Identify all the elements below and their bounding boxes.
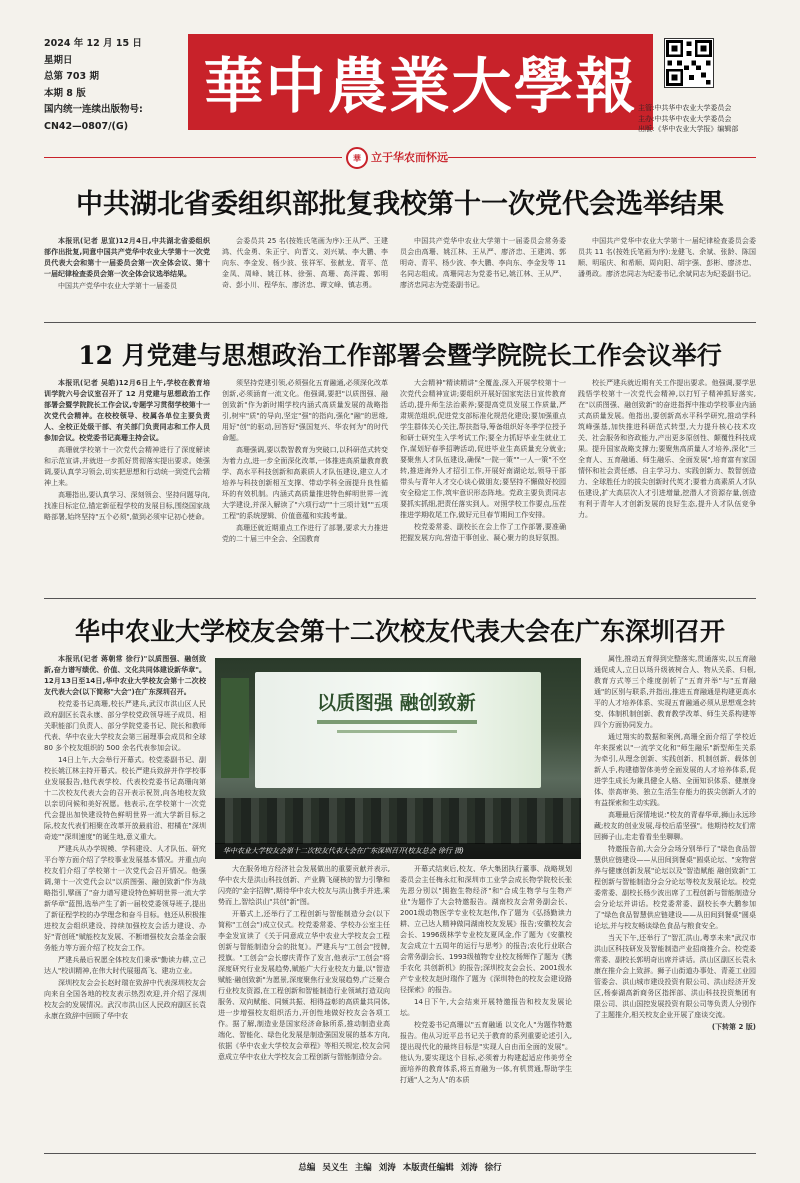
paragraph: 须坚持党建引领,必须强化五育融通,必须深化改革创新,必须涵育一流文化。他强调,要把"以质图强、融创致新"作为新时期学校内涵式高质量发展的战略指引,树牢"质"的导向,坚定"强"的指向,强化"融"的思维,用好"创"的驱动,回答好"强国复兴、华农何为"的时代命题。 [222,379,388,442]
article1-col3 [400,236,566,316]
paragraph: 校党委书记高珊,校长严建兵,武汉市洪山区人民政府副区长袁永康、部分学校党政领导班子成员、相关职能部门负责人、部分学院党委书记、院长和教师代表、华中农业大学校友会第三届理事会成员和全球 80 多个校友组织的 500 余名代表参加会议。 [44,700,206,752]
paragraph: 深圳校友会会长赵时瑞在致辞中代表深圳校友会向来自全国各地的校友表示热烈欢迎,并介绍了深圳校友会的发展情况。武汉市洪山区人民政府副区长袁永康在致辞中回顾了华中农 [44,979,206,1020]
section-divider [44,322,756,323]
article3-col2 [218,864,390,1150]
paragraph: 高珊还就近期重点工作进行了部署,要求大力推进党的二十届三中全会、全国教育 [222,524,388,543]
university-seal-icon: 華 [346,147,368,169]
masthead-rule-right [448,157,756,158]
stage-side-screen [221,678,249,778]
article1-col1 [44,236,210,316]
paragraph: 本报讯(记者 吴皓)12月6日上午,学校在教育培训学院六号会议室召开了 12 月党建与思想政治工作部署会暨学院院长工作会议,专题学习贯彻学校第十一次党代会精神。在校校领导、校属各单位主要负责人、全校正处级干部、有关部门负责同志和工作人员参加会议。校党委书记高珊主持会议。 [44,379,210,442]
paragraph: 开幕式上,还举行了工程创新与智能制造分会(以下简称"工创会")成立仪式。校党委常委、学校办公室主任李金发宣读了《关于同意成立华中农业大学校友会工程创新与智能制造分会的批复》。严建兵与"工创会"授牌,授旗。"工创会"会长廖庆青作了发言,他表示"工创会"将深度研究行业发展趋势,赋能广大行业校友力量,以"智造赋能·融创致新"为愿景,深度聚焦行业发展趋势,广泛聚合行业校友资源,在工程创新和智能制造行业领域打造双向服务、双向赋能、同频共振、相得益彰的高质量共同体,进一步增强校友组织活力,开创性地做好校友会各项工作。据了解,制造业是国家经济命脉所系,推动制造业高端化、智能化、绿色化发展是制造强国发展的基本方向,依据《华中农业大学校友会章程》等相关规定,校友会同意成立华中农业大学校友会工程创新与智能制造分会。 [218,910,390,1061]
backdrop-line [337,730,457,733]
paragraph: 高珊指出,要认真学习、深刻领会、坚持问题导向,找准目标定位,锚定新征程学校的发展目标,围绕国家战略部署,始终坚持"五个必须",做到必须牢记初心使命。 [44,491,210,521]
issue-total: 总第 703 期 [44,71,99,82]
paragraph: 高珊最后深情地说:"校友的青春华章,狮山永远珍藏;校友的创业发展,母校后盾坚强"。他期待校友们常回狮子山,走走看看坐坐聊聊。 [594,811,756,841]
cn-label: 国内统一连续出版物号: [44,104,143,115]
paragraph: 开幕式结束后,校友、华大集团执行董事、战略规划委员会主任梅永红和深圳市工业学会成长物学院校长张先恩分别以"拥抱生物经济"和"合成生物学与生物产业"为题作了大会特邀报告。湖南校友会常务副会长、2001级动物医学专业校友赵伟,作了题为《弘扬勤读力耕、立己达人精神做同湖南校友发展》报告;安徽校友会会长、1996级林学专业校友夏风金,作了题为《安徽校友会成立十五周年的运行与思考》的报告;农化行业联合会常务副会长、1993级植物专业校友杨辉作了题为《携手农化 共创新机》的报告;深圳校友会会长、2001级水产专业校友赵时瑞作了题为《深圳特色的校友会建设路径探索》的报告。 [400,865,572,994]
article3-col3 [400,864,572,1150]
publisher-line: 主办:中共华中农业大学委员会 [638,114,732,123]
article2-headline: 12 月党建与思想政治工作部署会暨学院院长工作会议举行 [78,341,722,370]
paragraph: 通过翔实的数据和案例,高珊全面介绍了学校近年来探索以"一流学文化和"师生融乐"新型师生关系为牵引,从理念创新、实践创新、机制创新、载体创新人手,构建德智体美劳全面发展的人才培养体系,促进学生成长为兼具健全人格、全面知识体系、健康身体、崇高审美、独立生活生存能力的拔尖创新人才的有益探索和生动实践。 [594,733,756,807]
newspaper-title: 華中農業大學報 [203,52,638,122]
footer-divider [44,1153,756,1154]
paragraph: 14日下午,大会结束开展特邀报告和校友发展论坛。 [400,998,572,1017]
article3-headline: 华中农业大学校友会第十二次校友代表大会在广东深圳召开 [74,617,725,646]
paragraph: 校党委书记高珊以"五育融通 以文化人"为题作特邀报告。他从习近平总书记关于教育的系列重要论述引入,提出现代化的最终目标是"实现人自由而全面的发展"。他认为,要实现这个目标,必须着力构建起适应伟美劳全面培养的教育体系,将五育融为一体,有机贯通,帮助学生打通"人之为人"的本质 [400,1021,572,1084]
photo-slogan: 以质图强 融创致新 [317,692,476,714]
article2-col1 [44,378,210,590]
section-divider [44,598,756,599]
backdrop-line [317,720,477,724]
paragraph: 中国共产党华中农业大学第十一届委员会常务委员会由高珊、姚江林、王从严、廖济忠、王建鸿、郭明奇、青平、杨少波、李大鹏、李向东、李金发等 11 名同志组成。高珊同志为党委书记,姚江林、王从严、廖济忠同志为党委副书记。 [400,237,566,289]
issue-weekday: 星期日 [44,54,73,66]
conference-photo [215,658,581,859]
article2-col2 [222,378,388,590]
masthead-info [44,36,143,135]
article3-col4 [594,654,756,1150]
qr-code-icon [664,38,714,88]
paragraph: 高珊就学校第十一次党代会精神进行了深度解读和示范宣讲,并就进一步抓好贯彻落实提出要求。她强调,要认真学习领会,切实把思想和行动统一到党代会精神上来。 [44,446,210,487]
paragraph: 本报讯(记者 思宣)12月4日,中共湖北省委组织部作出批复,同意中国共产党华中农业大学第十一次党员代表大会和第十一届委员会第一次全体会议、第十一届纪律检查委员会第一次全体会议选举结果。 [44,237,210,278]
paragraph: 中国共产党华中农业大学第十一届委员 [58,282,177,290]
photo-caption: 华中农业大学校友会第十二次校友代表大会在广东深圳召开(校友总会 徐行 摄) [215,843,581,859]
paragraph: 严建兵从办学规模、学科建设、人才队伍、研究平台等方面介绍了学校事业发展基本情况。并重点向校友们介绍了学校第十一次党代会召开情况。他强调,第十一次党代会以"以质图强、融创致新"作为战略指引,擘画了"奋力谱写建设特色鲜明世界一流大学新华章"蓝图,选举产生了新一届校党委领导班子,提出了新征程学校的办学理念和奋斗目标。他还从积极推进校友会组织建设、持续加强校友会活力建设、办好"青创班"赋能校友发展、不断增强校友会基金会服务能力等方面介绍了校友会工作。 [44,845,206,952]
paragraph: 校长严建兵就近期有关工作提出要求。他强调,要学思践悟学校第十一次党代会精神,以打钉子精神抓好落实,在"以质图强、融创致新"的奋进指挥中推动学校事业内涵式高质量发展。他指出,要创新高水平科学研究,推动学科筑峰强基,加快推进科研范式转型,大力提升核心技术攻关、社会服务和咨政能力,产出更多原创性、颠覆性科技成果。提升国家战略支撑力;要聚焦高质量人才培养,深化"三全育人、五育融通、师生融乐、全面发展",培育富有家国情怀和社会责任感、自主学习力、实践创新力、数智创造力、全球胜任力的拔尖创新时代英才;要着力高素质人才队伍建设,扩大高层次人才引进增量,挖潜人才资源存量,创造有利于青年人才创新发展的良好生态,提升人才队伍竞争力。 [578,379,756,519]
article2-col4 [578,378,756,590]
stage-backdrop [255,672,541,788]
issue-date: 2024 年 12 月 15 日 [44,38,142,49]
paragraph: 特邀报告前,大会分会场分别举行了"绿色食品智慧供应链建设——从田间到餐桌"圆桌论坛、"宠物营养与健康创新发展"论坛以及"智造赋能 融创致新"工程创新与智能制造分会分论坛等校友发展论坛。校党委常委、副校长杨少波出席了工程创新与智能制造分会分论坛并讲话。校党委常委、副校长李大鹏参加了"绿色食品智慧供应链建设——从田间到餐桌"圆桌论坛,并与校友畅谈绿色食品与粮食安全。 [594,845,756,930]
cn-number: CN42—0807/(G) [44,120,129,132]
paragraph: 会委员共 25 名(按姓氏笔画为序):王从严、王建鸿、代金勇、朱正宁、向晋文、刘兴斌、李大鹏、李向东、李金发、杨少波、张祥军、张献龙、青平、范金凤、周峰、姚江林、徐强、高珊、高洋霞、郭明奇、彭小川、程华东、廖济忠、谭文峰、镇志勇。 [222,237,388,289]
article1-col2 [222,236,388,316]
article3-col1 [44,654,206,1150]
motto: 立于华农而怀远 [371,151,448,164]
article2-col3 [400,378,566,590]
article1-headline: 中共湖北省委组织部批复我校第十一次党代会选举结果 [76,189,724,220]
issue-pages: 本期 8 版 [44,87,86,99]
paragraph: 大在服务地方经济社会发展做出的重要贡献并表示,华中农大是洪山科技创新、产业腾飞硬核的智力引擎和闪亮的"金字招牌",期待华中农大校友与洪山携手并进,乘势而上,智绘洪山"共创"新"图。 [218,865,390,906]
article1-col4 [578,236,756,316]
audience [215,798,581,844]
publisher-line: 主管:中共华中农业大学委员会 [638,104,732,112]
paragraph: 大会精神"精读精讲"全覆盖,深入开展学校第十一次党代会精神宣讲;要组织开展好国家宪法日宣传教育活动,提升师生法治素养;要提高党员发展工作质量,严肃规范组织,促进党支部标准化规范化建设;要加强重点学生群体关心关注,帮扶指导,筹备组织好冬季学位授予和研士研究生入学考试工作;要全力抓好毕业生就业工作,谋划好春季招聘活动,促进毕业生高质量充分就业;要聚焦人才队伍建设,确保"一院一策""一人一策"不空转,推进海外人才招引工作,开展好南湖论坛,领导干部带头与青年人才交心谈心做朋友;要坚持不懈做好校园安全稳定工作,筑牢意识形态阵地。党政主要负责同志要抓实抓细,把责任落实到人。对照学校工作要点,压茬推进学期收尾工作,做好元旦春节期间工作安排。 [400,379,566,519]
publisher-info [638,103,738,135]
paragraph: 校党委常委、副校长在会上作了工作部署,要准确把握发展方向,营造干事创业、凝心聚力的良好氛围。 [400,523,566,542]
publisher-line: 出版:《华中农业大学报》编辑部 [638,125,739,133]
editor-credits: 总编 吴义生 主编 刘涛 本版责任编辑 刘涛 徐行 [298,1163,502,1173]
paragraph: 严建兵最后祝愿全体校友们秉承"勤读力耕,立己达人"校训精神,在伟大时代展翅高飞、建功立业。 [44,956,206,975]
paragraph: 高珊强调,要以数智教育为突破口,以科研范式转变为着力点,进一步全面深化改革,一体推进高质量教育教学、高水平科技创新和高素质人才队伍建设,建立人才培养与科技创新相互支撑、带动学科全面提升良性循环的有效机制。内涵式高质量推进特色鲜明世界一流大学建设,并深入解读了"六项行动""十三项计划""五项工程"的系统逻辑、价值意蕴和实践考量。 [222,446,388,520]
paragraph: 本报讯(记者 蒋朝常 徐行)"以质图强、融创致新,奋力谱写绩优、价值、文化共同体建设新华章"。12月13日至14日,华中农业大学校友会第十二次校友代表大会(以下简称"大会")在广东深圳召开。 [44,655,206,696]
continued-note: (下转第 2 版) [711,1023,756,1031]
paragraph: 属性,推动五育得到完整落实,贯通落实,以五育融通促成人,立日以场升级被树合人、物从关系、归根,教育方式等三个维度剖析了"五育并举"与"五育融通"的区别与联系,并指出,推进五育融通是构建更高水平的人才培养体系、实现五育融通必须从思想观念转变、体制机制创新、教育教学改革、师生关系构建等四个方面协同发力。 [594,655,756,729]
paragraph: 中国共产党华中农业大学第十一届纪律检查委员会委员共 11 名(按姓氏笔画为序):龙健飞、余斌、张龄、陈国顺、明瑶庆、和希顺、周向阳、胡宇强、彭彬、廖济忠、潘勇政。廖济忠同志为纪委书记,余斌同志为纪委副书记。 [578,237,756,278]
paragraph: 14日上午,大会举行开幕式。校党委副书记、副校长姚江林主持开幕式。校长严建兵致辞并作学校事业发展报告,他代表学校、代表校党委书记高珊向第十二次校友代表大会的召开表示祝贺,向各地校友致以亲切问候和美好祝愿。他表示,在学校第十一次党代会提出加快建设特色鲜明世界一流大学新目标之际,校友代表们相聚在改革开放最前沿、柑橘在"深圳奇迹""深圳速度"的诞生地,意义重大。 [44,756,206,841]
masthead-rule-left [44,157,342,158]
masthead-banner [188,34,653,130]
paragraph: 当天下午,还举行了"智汇洪山,粤享未来"武汉市洪山区科技研发及智能制造产业招商推介会。校党委常委、副校长郭明奇出席并讲话。洪山区副区长袁永康在推介会上致辞。狮子山街道办事处、青菱工业园管委会、洪山城市建设投资有限公司、洪山经济开发区,杨泰湖高新商务区指挥部、洪山科技投资集团有限公司、洪山国控发展投资有限公司等负责人分别作了主题推介,相关校友企业开展了座谈交流。 [594,934,756,1019]
